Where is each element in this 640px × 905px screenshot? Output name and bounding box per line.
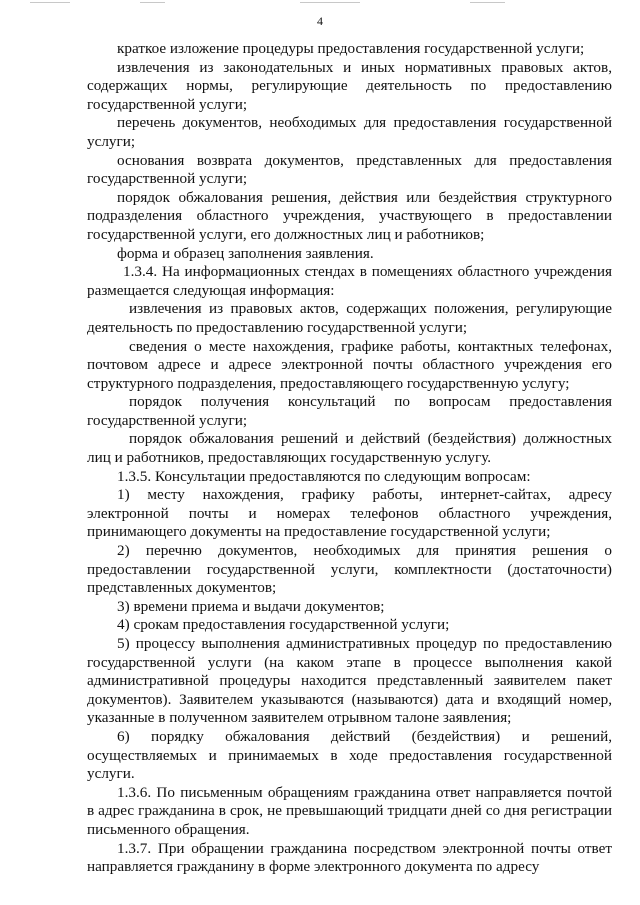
list-item: 1) месту нахождения, графику работы, интернет-сайтах, адресу электронной почты и номерах телефонов областного учреждения, принимающего документы на предоставление государственной услуги; (87, 486, 612, 541)
list-item: 6) порядку обжалования действий (бездействия) и решений, осуществляемых и принимаемых в ходе предоставления государственной услуги. (87, 727, 612, 783)
paragraph: краткое изложение процедуры предоставления государственной услуги; (117, 40, 585, 57)
paragraph: перечень документов, необходимых для предоставления государственной услуги; (87, 114, 612, 150)
paragraph: форма и образец заполнения заявления. (117, 244, 374, 262)
paragraph: извлечения из правовых актов, содержащих положения, регулирующие деятельность по предоставлению государственной услуги; (87, 300, 612, 336)
list-item: 3) времени приема и выдачи документов; (117, 597, 385, 615)
page-number: 4 (317, 14, 323, 28)
scan-edge-noise (0, 0, 640, 6)
paragraph: основания возврата документов, представленных для предоставления государственной услуги; (87, 151, 612, 188)
paragraph: порядок получения консультаций по вопросам предоставления государственной услуги; (87, 393, 612, 429)
section-paragraph-1-3-4: 1.3.4. На информационных стендах в помещениях областного учреждения размещается следующая информация: (87, 263, 612, 299)
paragraph: извлечения из законодательных и иных нормативных правовых актов, содержащих нормы, регулирующие деятельность по предоставлению государственной услуги; (87, 58, 612, 113)
list-item: 5) процессу выполнения административных процедур по предоставлению государственной услуги (на каком этапе в процессе выполнения какой административной процедуры находится представленный заявителем пакет документов). Заявителем указываются (называются) дата и входящий номер, указанные в полученном заявителем отрывном талоне заявления; (87, 635, 612, 727)
section-paragraph-1-3-7: 1.3.7. При обращении гражданина посредством электронной почты ответ направляется гражданину в форме электронного документа по адресу (87, 839, 612, 876)
section-paragraph-1-3-6: 1.3.6. По письменным обращениям гражданина ответ направляется почтой в адрес гражданина в срок, не превышающий тридцати дней со дня регистрации письменного обращения. (87, 783, 612, 838)
document-body (87, 40, 612, 877)
list-item: 2) перечню документов, необходимых для принятия решения о предоставлении государственной услуги, комплектности (достаточности) представленных документов; (87, 542, 612, 597)
paragraph: порядок обжалования решения, действия или бездействия структурного подразделения областного учреждения, участвующего в предоставлении государственной услуги, его должностных лиц и работников; (87, 188, 612, 243)
paragraph: порядок обжалования решений и действий (бездействия) должностных лиц и работников, предоставляющих государственную услугу. (87, 430, 612, 467)
list-item: 4) срокам предоставления государственной услуги; (117, 616, 450, 634)
section-paragraph-1-3-5: 1.3.5. Консультации предоставляются по следующим вопросам: (117, 467, 531, 485)
paragraph: сведения о месте нахождения, графике работы, контактных телефонах, почтовом адресе и адресе электронной почты областного учреждения его структурного подразделения, предоставляющего государственную услугу; (87, 337, 612, 392)
